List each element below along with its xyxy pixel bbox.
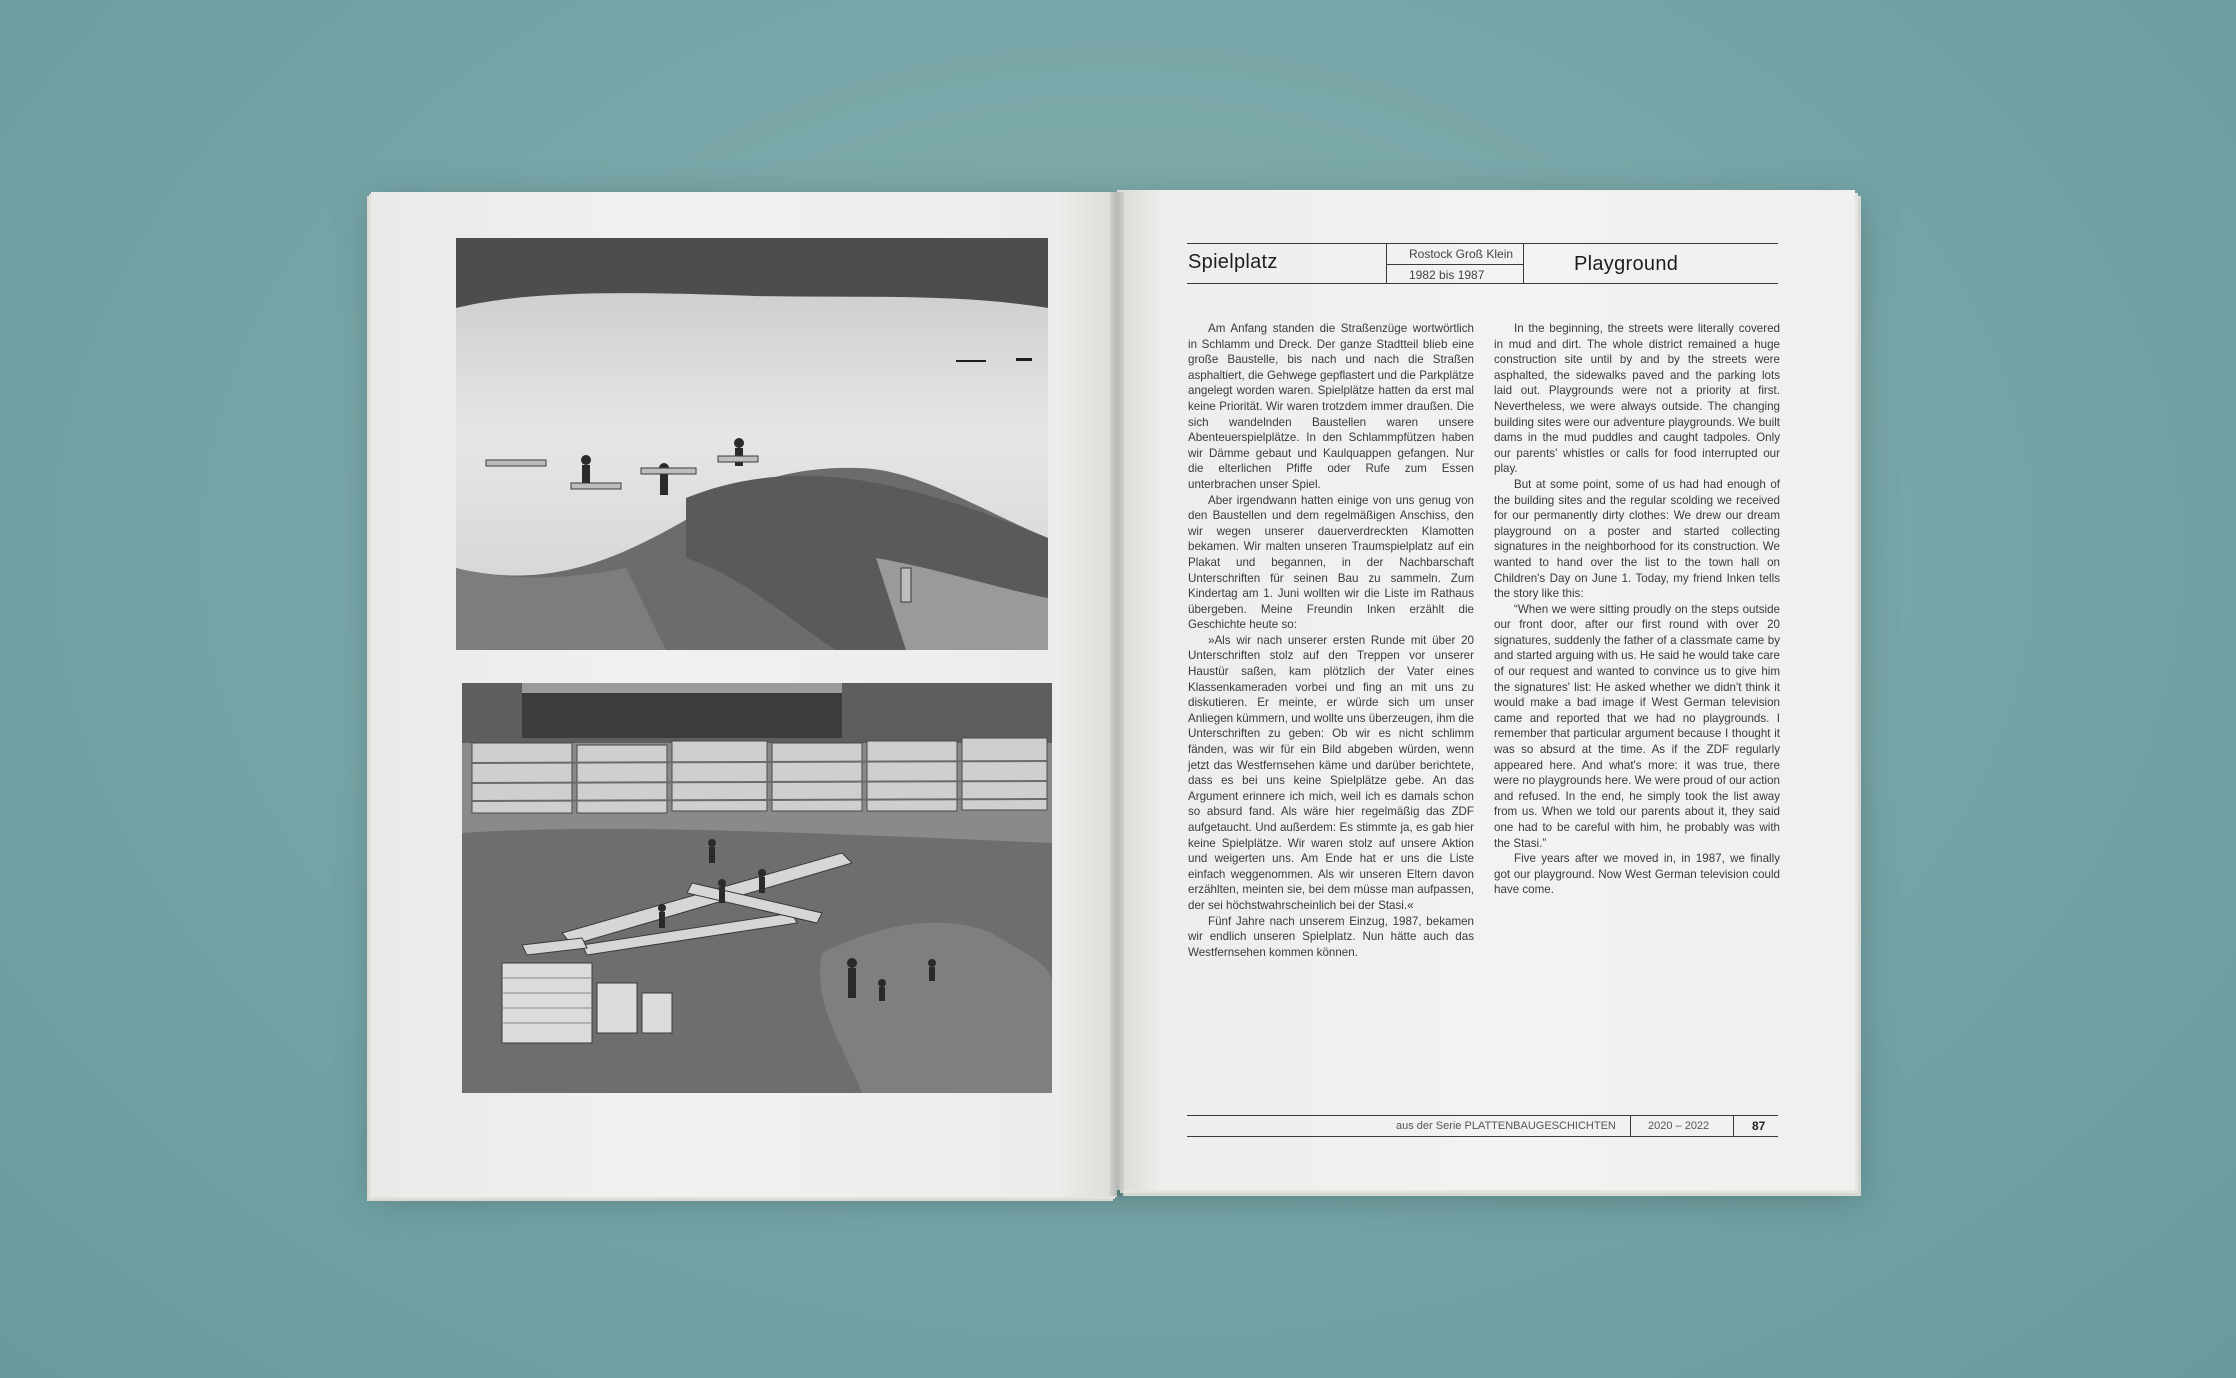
page-number: 87 xyxy=(1752,1119,1766,1133)
paragraph-en-4: Five years after we moved in, in 1987, we finally got our playground. Now West German television could have come. xyxy=(1494,852,1780,897)
paragraph-de-2: Aber irgendwann hatten einige von uns genug von den Baustellen und dem regelmäßigen Anschiss, den wir wegen unserer dauerverdreckten Klamotten bekamen. Wir malten unseren Traumspielplatz auf ein Plakat und begannen, in der Nachbarschaft Unterschriften für seinen Bau zu sammeln. Zum Kindertag am 1. Juni wollten wir die Liste im Rathaus übergeben. Meine Freundin Inken erzählt die Geschichte heute so: xyxy=(1188,493,1474,632)
footer-divider-right xyxy=(1733,1115,1734,1136)
header-location: Rostock Groß Klein xyxy=(1409,247,1514,261)
footer-series: aus der Serie PLATTENBAUGESCHICHTEN xyxy=(1396,1120,1616,1132)
header-divider-left xyxy=(1386,243,1387,283)
text-column-german xyxy=(1188,321,1474,960)
footer-divider-left xyxy=(1630,1115,1631,1136)
page-title-en: Playground xyxy=(1574,253,1679,275)
paragraph-de-4: Fünf Jahre nach unserem Einzug, 1987, bekamen wir endlich unseren Spielplatz. Nun hätte auch das Westfernsehen kommen können. xyxy=(1188,914,1474,959)
photo-mud-puddle xyxy=(456,238,1048,650)
paragraph-en-1: In the beginning, the streets were literally covered in mud and dirt. The whole district remained a huge construction site until by and by the streets were asphalted, the sidewalks paved and the parking lots laid out. Playgrounds were not a priority at first. Nevertheless, we were always outside. The changing building sites were our adventure playgrounds. We built dams in the mud puddles and caught tadpoles. Only our parents' whistles or calls for food interrupted our play. xyxy=(1494,322,1780,476)
photo-construction-site xyxy=(462,683,1052,1093)
footer-years: 2020 – 2022 xyxy=(1648,1120,1710,1132)
header-years: 1982 bis 1987 xyxy=(1409,268,1485,282)
paragraph-en-2: But at some point, some of us had had enough of the building sites and the regular scolding we received for our permanently dirty clothes: We drew our dream playground on a poster and started collecting signatures in the neighborhood for its construction. We wanted to hand over the list to the town hall on Children's Day on June 1. Today, my friend Inken tells the story like this: xyxy=(1494,477,1780,601)
footer-bottom-rule xyxy=(1187,1136,1778,1137)
footer-top-rule xyxy=(1187,1115,1778,1116)
book-spine xyxy=(1110,192,1124,1196)
paragraph-de-3: »Als wir nach unserer ersten Runde mit über 20 Unterschriften stolz auf den Treppen vor unserer Haustür saßen, kam plötzlich der Vater eines Klassenkameraden vorbei und fing an mit uns zu diskutieren. Er meinte, er würde sich um unser Anliegen kümmern, und wollte uns überzeugen, ihm die Unterschriften zu geben: Ob wir es nicht schlimm fänden, was wir für ein Bild abgeben würden, wenn jetzt das Westfernsehen käme und darüber berichtete, dass es bei uns keine Spielplätze gebe. An das Argument erinnere ich mich, weil ich es damals schon so absurd fand. Als wäre hier regelmäßig das ZDF aufgetaucht. Und außerdem: Es stimmte ja, es gab hier keine Spielplätze. Wir waren stolz auf unsere Aktion und weigerten uns. Am Ende hat er uns die Liste einfach weggenommen. Als wir unseren Eltern davon erzählten, meinten sie, bei dem müsse man aufpassen, der sei höchstwahrscheinlich bei der Stasi.« xyxy=(1188,633,1474,912)
header-top-rule xyxy=(1187,243,1778,244)
text-column-english xyxy=(1494,321,1780,898)
header-mid-rule xyxy=(1387,264,1523,265)
paragraph-en-3: “When we were sitting proudly on the steps outside our front door, after our first round with over 20 signatures, suddenly the father of a classmate came by and started arguing with us. He said he would take care of our request and wanted to convince us to give him the signatures' list: He asked whether we didn't think it would make a bad image if West German television came and reported that we had no playgrounds. I remember that particular argument because I thought it was so absurd at the time. As if the ZDF regularly appeared here. And what's more: it was true, there were no playgrounds here. We were proud of our action and refused. In the end, he simply took the list away from us. When we told our parents about it, they said one had to be careful with him, he probably was with the Stasi.” xyxy=(1494,602,1780,850)
page-title-de: Spielplatz xyxy=(1188,251,1278,273)
header-bottom-rule xyxy=(1187,283,1778,284)
header-divider-right xyxy=(1523,243,1524,283)
paragraph-de-1: Am Anfang standen die Straßenzüge wortwörtlich in Schlamm und Dreck. Der ganze Stadtteil blieb eine große Baustelle, bis nach und nach die Straßen asphaltiert, die Gehwege gepflastert und die Parkplätze angelegt worden waren. Spielplätze hatten da erst mal keine Priorität. Wir waren trotzdem immer draußen. Die sich wandelnden Baustellen waren unsere Abenteuerspielplätze. In den Schlammpfützen haben wir Dämme gebaut und Kaulquappen gefangen. Nur die elterlichen Pfiffe oder Rufe zum Essen unterbrachen unser Spiel. xyxy=(1188,322,1474,491)
